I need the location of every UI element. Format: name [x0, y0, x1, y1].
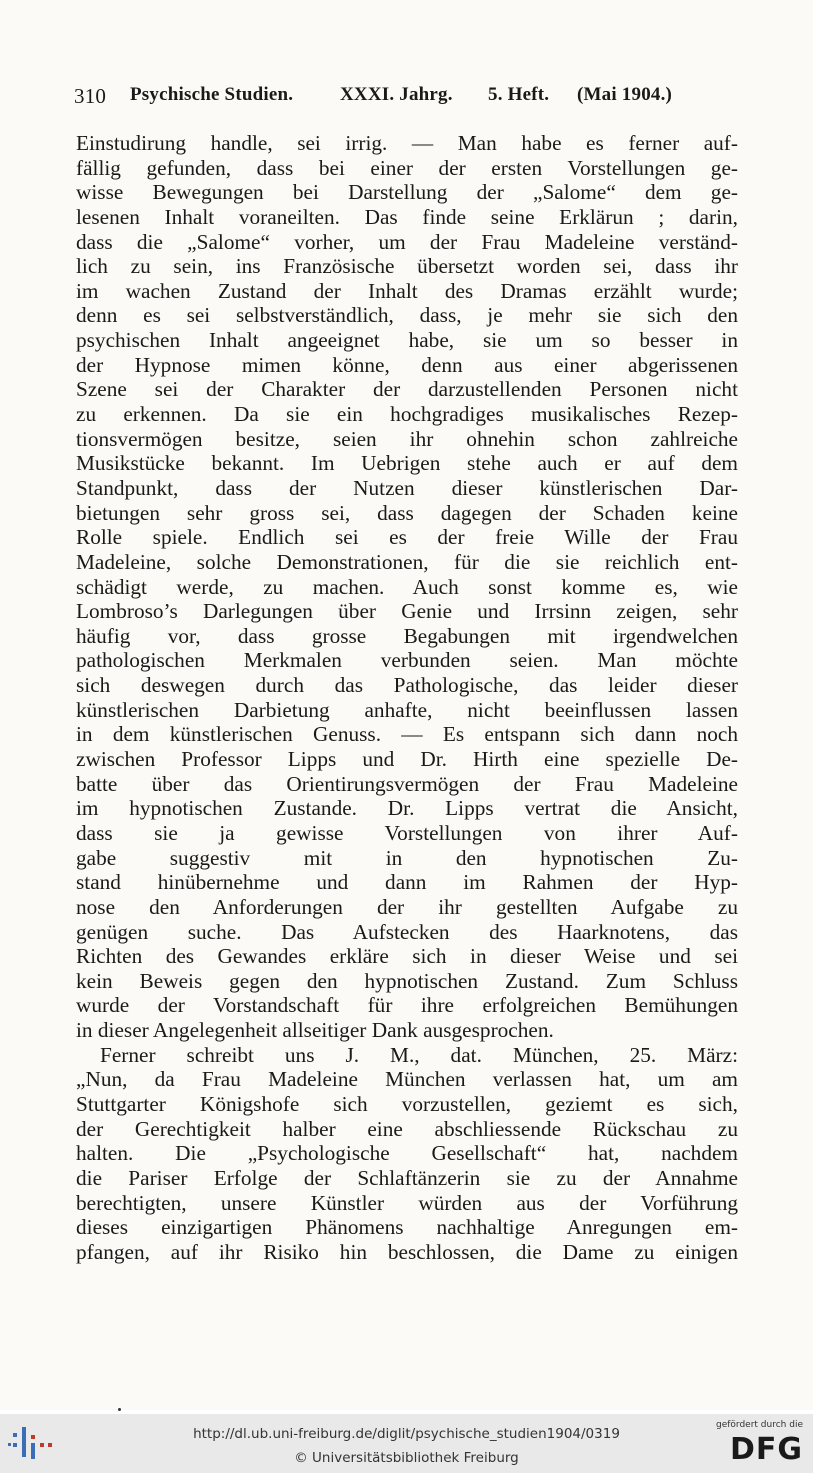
text-line: dieses einzigartigen Phänomens nachhaltige Anregungen em- [76, 1215, 738, 1240]
issue-date: (Mai 1904.) [577, 84, 673, 105]
dfg-caption: gefördert durch die [716, 1420, 803, 1430]
text-line: zu erkennen. Da sie ein hochgradiges musikalisches Rezep- [76, 402, 738, 427]
text-line: in dem künstlerischen Genuss. — Es entspann sich dann noch [76, 722, 738, 747]
text-line: Ferner schreibt uns J. M., dat. München, 25. März: [100, 1042, 738, 1067]
text-line: batte über das Orientirungsvermögen der Frau Madeleine [76, 771, 738, 796]
text-line: Stuttgarter Königshofe sich vorzustellen, geziemt es sich, [76, 1091, 738, 1116]
text-line: nose den Anforderungen der ihr gestellten Aufgabe zu [76, 894, 738, 919]
text-line: Einstudirung handle, sei irrig. — Man habe es ferner auf- [76, 131, 738, 155]
issue-label: 5. Heft. [488, 84, 550, 105]
viewer-footer [0, 1414, 813, 1473]
text-line: bietungen sehr gross sei, dass dagegen der Schaden keine [76, 500, 738, 525]
text-line: schädigt werde, zu machen. Auch sonst komme es, wie [76, 574, 738, 599]
text-line: denn es sei selbstverständlich, dass, je mehr sie sich den [76, 303, 738, 328]
text-line: der Hypnose mimen könne, denn aus einer abgerissenen [76, 352, 738, 377]
text-line: die Pariser Erfolge der Schlaftänzerin sie zu der Annahme [76, 1165, 738, 1190]
text-line: häufig vor, dass grosse Begabungen mit irgendwelchen [76, 623, 738, 648]
text-line: lich zu sein, ins Französische übersetzt worden sei, dass ihr [76, 254, 738, 279]
text-line: lesenen Inhalt voraneilten. Das finde seine Erklärun ; darin, [76, 204, 738, 229]
text-line: künstlerischen Darbietung anhafte, nicht beeinflussen lassen [76, 697, 738, 722]
text-line: sich deswegen durch das Pathologische, das leider dieser [76, 673, 738, 698]
text-line: stand hinübernehme und dann im Rahmen der Hyp- [76, 870, 738, 895]
text-line: Szene sei der Charakter der darzustellenden Personen nicht [76, 377, 738, 402]
text-line: Rolle spiele. Endlich sei es der freie Wille der Frau [76, 525, 738, 550]
text-line: pfangen, auf ihr Risiko hin beschlossen, die Dame zu einigen [76, 1239, 738, 1264]
text-line: dass die „Salome“ vorher, um der Frau Madeleine verständ- [76, 229, 738, 254]
text-line: genügen suche. Das Aufstecken des Haarknotens, das [76, 919, 738, 944]
text-line: zwischen Professor Lipps und Dr. Hirth eine spezielle De- [76, 747, 738, 772]
text-line: Musikstücke bekannt. Im Uebrigen stehe auch er auf dem [76, 451, 738, 476]
text-line: tionsvermögen besitze, seien ihr ohnehin schon zahlreiche [76, 426, 738, 451]
volume-label: XXXI. Jahrg. [340, 84, 453, 105]
text-line: wurde der Vorstandschaft für ihre erfolgreichen Bemühungen [76, 993, 738, 1018]
running-header [74, 84, 740, 114]
text-line: im hypnotischen Zustande. Dr. Lipps vertrat die Ansicht, [76, 796, 738, 821]
text-line: fällig gefunden, dass bei einer der ersten Vorstellungen ge- [76, 155, 738, 180]
text-line: Lombroso’s Darlegungen über Genie und Irrsinn zeigen, sehr [76, 599, 738, 624]
text-line: kein Beweis gegen den hypnotischen Zustand. Zum Schluss [76, 968, 738, 993]
page-number: 310 [74, 84, 107, 108]
dfg-logo: DFG [729, 1432, 803, 1467]
speck-mark [118, 1408, 121, 1411]
text-line: halten. Die „Psychologische Gesellschaft“ hat, nachdem [76, 1141, 738, 1166]
text-line: „Nun, da Frau Madeleine München verlassen hat, um am [76, 1067, 738, 1092]
text-line: berechtigten, unsere Künstler würden aus der Vorführung [76, 1190, 738, 1215]
body-text [76, 131, 738, 1264]
text-line: Standpunkt, dass der Nutzen dieser künstlerischen Dar- [76, 475, 738, 500]
text-line: Madeleine, solche Demonstrationen, für die sie reichlich ent- [76, 549, 738, 574]
text-line: in dieser Angelegenheit allseitiger Dank ausgesprochen. [76, 1018, 554, 1043]
text-line: psychischen Inhalt angeeignet habe, sie um so besser in [76, 328, 738, 353]
text-line: pathologischen Merkmalen verbunden seien. Man möchte [76, 648, 738, 673]
copyright-notice: © Universitätsbibliothek Freiburg [294, 1450, 519, 1466]
text-line: wisse Bewegungen bei Darstellung der „Salome“ dem ge- [76, 180, 738, 205]
text-line: dass sie ja gewisse Vorstellungen von ihrer Auf- [76, 820, 738, 845]
text-line: gabe suggestiv mit in den hypnotischen Zu- [76, 845, 738, 870]
journal-title: Psychische Studien. [130, 84, 294, 105]
text-line: im wachen Zustand der Inhalt des Dramas erzählt wurde; [76, 278, 738, 303]
text-line: der Gerechtigkeit halber eine abschliessende Rückschau zu [76, 1116, 738, 1141]
permalink[interactable]: http://dl.ub.uni-freiburg.de/diglit/psychische_studien1904/0319 [193, 1426, 620, 1442]
text-line: Richten des Gewandes erkläre sich in dieser Weise und sei [76, 944, 738, 969]
